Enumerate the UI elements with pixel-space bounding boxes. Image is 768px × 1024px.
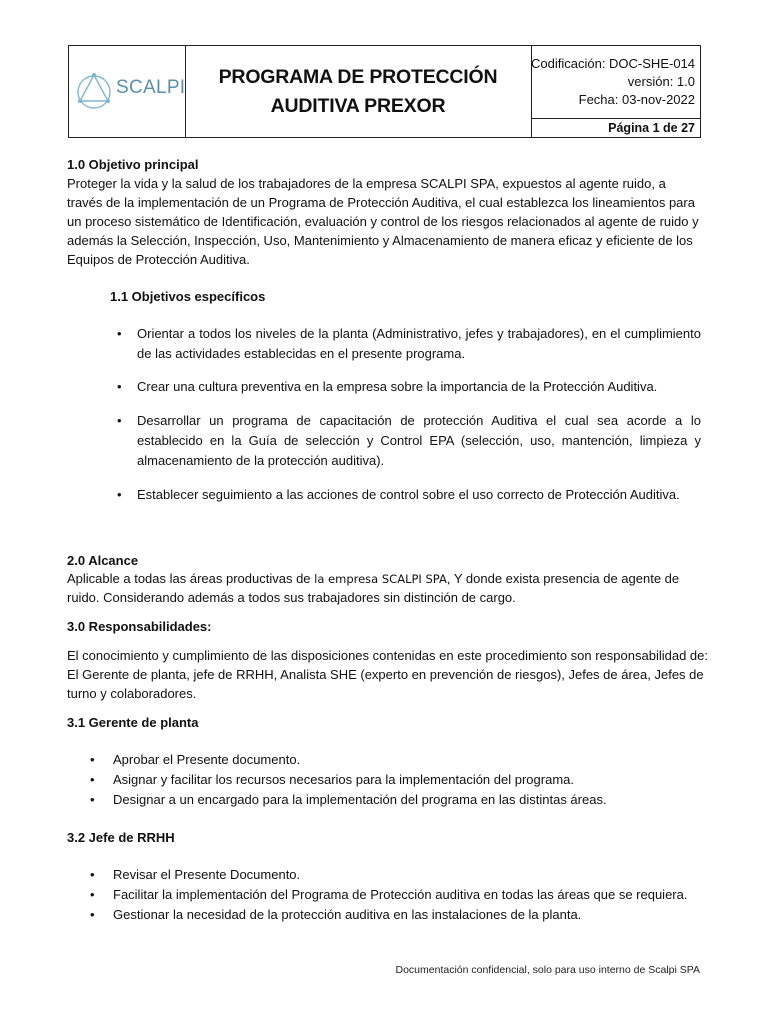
- list-item: Aprobar el Presente documento.: [113, 752, 301, 767]
- document-date: Fecha: 03-nov-2022: [578, 92, 695, 107]
- confidentiality-footer: Documentación confidencial, solo para uso interno de Scalpi SPA: [395, 964, 700, 976]
- page-number: Página 1 de 27: [608, 121, 695, 135]
- bullet-icon: •: [117, 413, 122, 428]
- scope-text-c: Y donde exista presencia de agente de: [450, 571, 680, 586]
- document-title-line-2: AUDITIVA PREXOR: [270, 94, 446, 117]
- document-code: Codificación: DOC-SHE-014: [531, 56, 696, 71]
- logo-text: SCALPI: [116, 77, 186, 98]
- bullet-icon: •: [90, 772, 95, 787]
- bullet-icon: •: [90, 792, 95, 807]
- list-item: Facilitar la implementación del Programa de Protección auditiva en todas las áreas que se requiera.: [113, 887, 688, 902]
- bullet-icon: •: [90, 907, 95, 922]
- section-2-text-line-2: ruido. Considerando además a todos sus trabajadores sin distinción de cargo.: [67, 590, 516, 605]
- list-item: Gestionar la necesidad de la protección auditiva en las instalaciones de la planta.: [113, 907, 582, 922]
- section-2-heading: 2.0 Alcance: [67, 553, 139, 568]
- bullet-icon: •: [117, 487, 122, 502]
- bullet-icon: •: [90, 752, 95, 767]
- section-3-text-line-1: El conocimiento y cumplimiento de las disposiciones contenidas en este procedimiento son responsabilidad de:: [67, 648, 708, 663]
- scalpi-logo: [76, 70, 186, 114]
- list-item: Crear una cultura preventiva en la empresa sobre la importancia de la Protección Auditiva.: [137, 379, 658, 394]
- section-3-text-line-3: turno y colaboradores.: [67, 686, 197, 701]
- list-item: Asignar y facilitar los recursos necesarios para la implementación del programa.: [113, 772, 574, 787]
- list-item: Establecer seguimiento a las acciones de control sobre el uso correcto de Protección Auditiva.: [137, 487, 680, 502]
- document-header-table: [68, 45, 701, 138]
- list-item: Orientar a todos los niveles de la planta (Administrativo, jefes y trabajadores), en el cumplimiento de las actividades establecidas en el presente programa.: [137, 326, 701, 361]
- bullet-icon: •: [90, 887, 95, 902]
- bullet-icon: •: [90, 867, 95, 882]
- section-2-text-line-1: [67, 569, 679, 589]
- bullet-icon: •: [117, 379, 122, 394]
- document-title-line-1: PROGRAMA DE PROTECCIÓN: [218, 65, 498, 88]
- list-item: Designar a un encargado para la implementación del programa en las distintas áreas.: [113, 792, 607, 807]
- section-1-text: Proteger la vida y la salud de los trabajadores de la empresa SCALPI SPA, expuestos al agente ruido, a través de la implementación de un Programa de Protección Auditiva, el cual establezca los lineamientos para un proceso sistemático de Identificación, evaluación y control de los riesgos relacionados al agente de ruido y además la Selección, Inspección, Uso, Mantenimiento y Almacenamiento de manera eficaz y eficiente de los Equipos de Protección Auditiva.: [67, 176, 699, 267]
- logo-cell: [69, 46, 186, 137]
- document-version: versión: 1.0: [627, 74, 695, 89]
- section-3-heading: 3.0 Responsabilidades:: [67, 619, 212, 634]
- section-3-2-heading: 3.2 Jefe de RRHH: [67, 830, 175, 845]
- scope-company-name: la empresa SCALPI SPA,: [314, 572, 451, 586]
- title-cell: [185, 46, 532, 137]
- list-item: Desarrollar un programa de capacitación de protección Auditiva el cual sea acorde a lo establecido en la Guía de selección y Control EPA (selección, uso, mantención, limpieza y almacenamiento de la protección auditiva).: [137, 413, 701, 468]
- bullet-icon: •: [117, 326, 122, 341]
- section-1-heading: 1.0 Objetivo principal: [67, 157, 199, 172]
- scope-text-a: Aplicable a todas las áreas productivas de: [67, 571, 315, 586]
- section-1-1-heading: 1.1 Objetivos específicos: [110, 289, 266, 304]
- logo-triangle-icon: [76, 70, 114, 114]
- document-meta-cell: [531, 46, 700, 119]
- section-3-text-line-2: El Gerente de planta, jefe de RRHH, Analista SHE (experto en prevención de riesgos), Jefes de área, Jefes de: [67, 667, 704, 682]
- section-3-1-heading: 3.1 Gerente de planta: [67, 715, 199, 730]
- list-item: Revisar el Presente Documento.: [113, 867, 301, 882]
